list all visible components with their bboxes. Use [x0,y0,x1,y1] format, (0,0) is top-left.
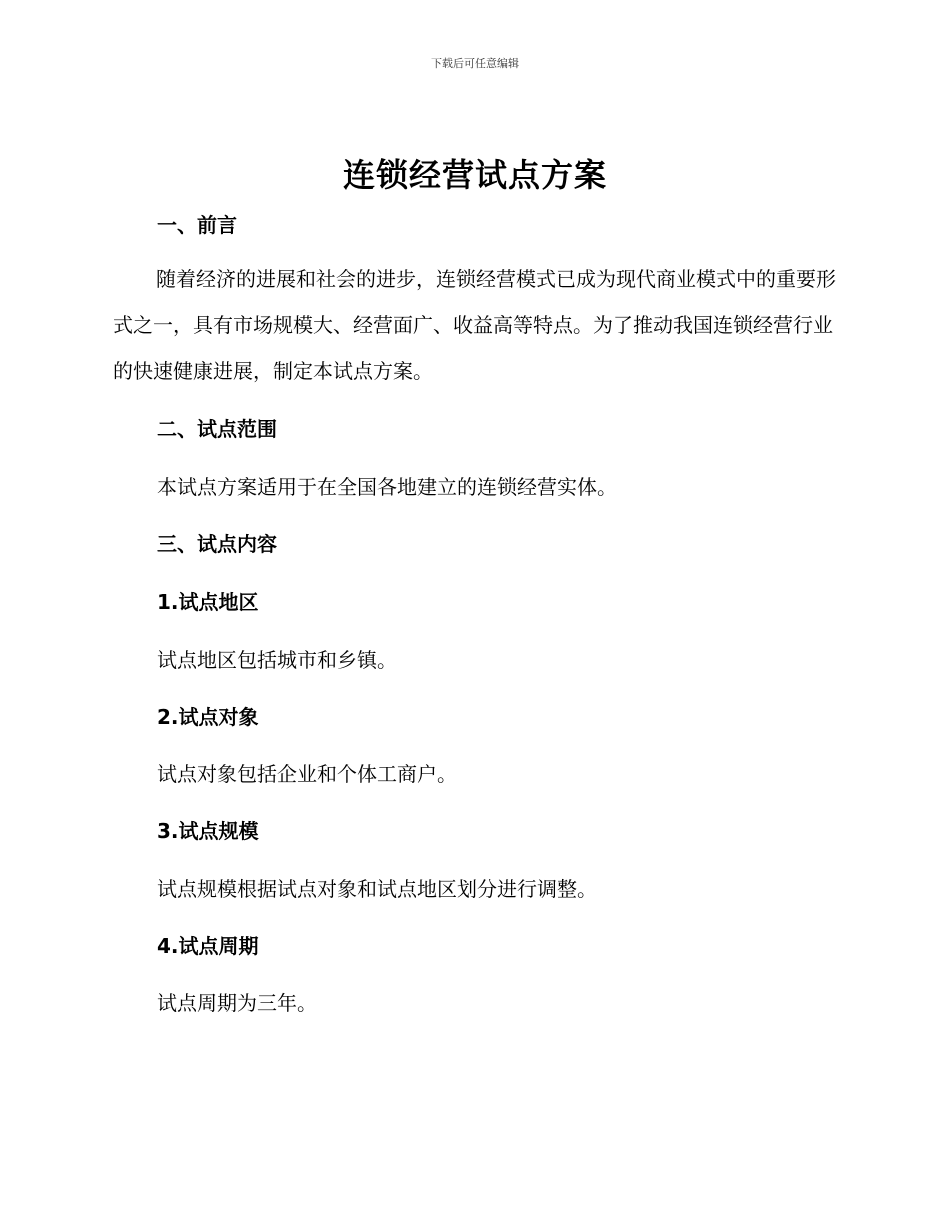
subheading-region: 1.试点地区 [157,590,259,614]
scale-paragraph: 试点规模根据试点对象和试点地区划分进行调整。 [157,877,597,901]
subheading-target: 2.试点对象 [157,705,259,729]
section-heading-scope: 二、试点范围 [157,417,277,441]
subheading-scale: 3.试点规模 [157,819,259,843]
target-paragraph: 试点对象包括企业和个体工商户。 [157,762,457,786]
section-heading-preface: 一、前言 [157,213,237,237]
subheading-period: 4.试点周期 [157,934,259,958]
period-paragraph: 试点周期为三年。 [157,991,317,1015]
region-paragraph: 试点地区包括城市和乡镇。 [157,648,397,672]
section-heading-content: 三、试点内容 [157,532,277,556]
preface-paragraph: 随着经济的进展和社会的进步，连锁经营模式已成为现代商业模式中的重要形式之一，具有市场规模大、经营面广、收益高等特点。为了推动我国连锁经营行业的快速健康进展，制定本试点方案。 [113,267,836,383]
scope-paragraph: 本试点方案适用于在全国各地建立的连锁经营实体。 [157,475,617,499]
header-note: 下载后可任意编辑 [431,57,519,70]
document-title: 连锁经营试点方案 [342,156,607,194]
